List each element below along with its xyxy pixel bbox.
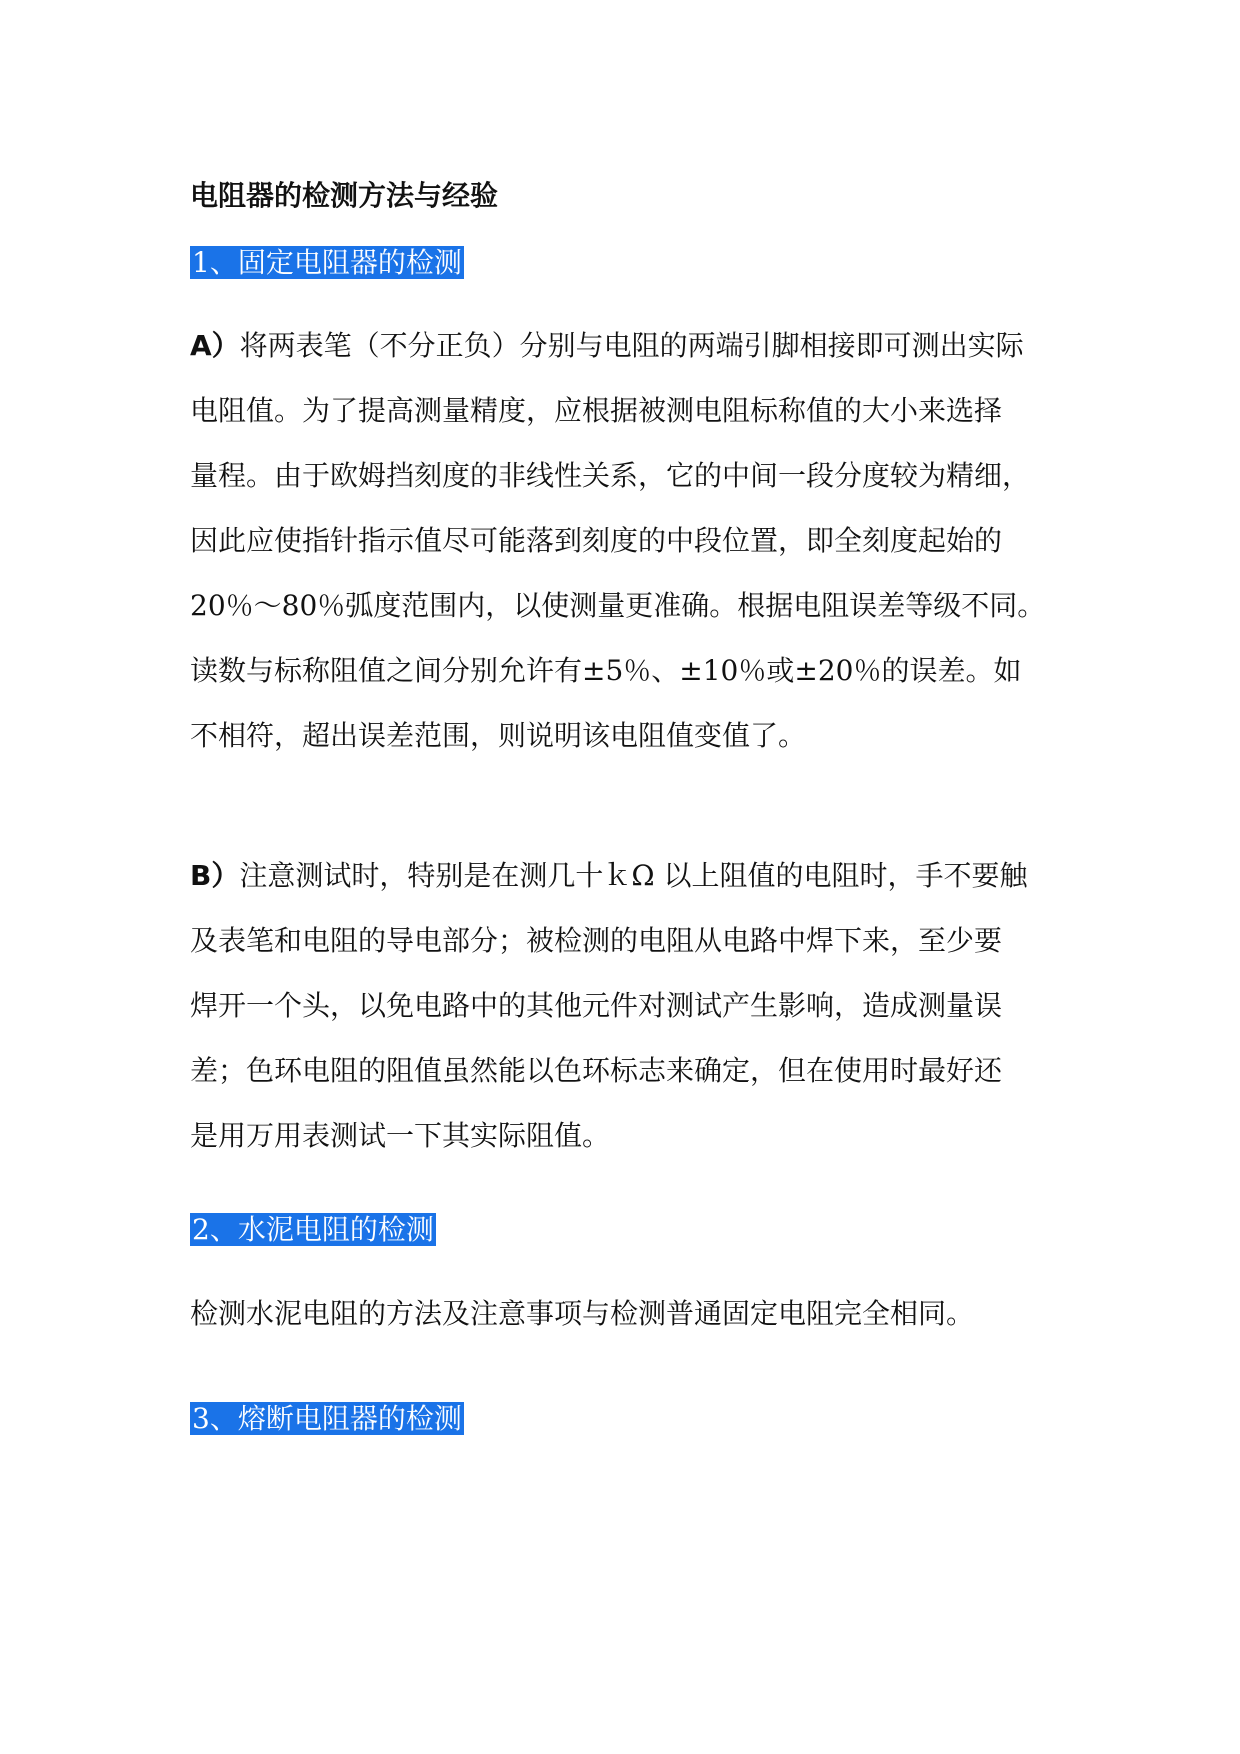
paragraph-line: 不相符，超出误差范围，则说明该电阻值变值了。 (190, 719, 807, 752)
paragraph-line: 是用万用表测试一下其实际阻值。 (190, 1119, 611, 1152)
paragraph-line: 读数与标称阻值之间分别允许有±5％、±10％或±20％的误差。如 (190, 654, 1022, 687)
section-heading-1-text: 1、固定电阻器的检测 (192, 246, 462, 279)
paragraph-line: 20％～80％弧度范围内，以使测量更准确。根据电阻误差等级不同。 (190, 589, 1046, 622)
paragraph-line (190, 313, 1065, 378)
section-heading-2-text: 2、水泥电阻的检测 (192, 1213, 434, 1246)
paragraph-lead-a: A） (190, 329, 240, 362)
section-heading-3-text: 3、熔断电阻器的检测 (192, 1402, 462, 1435)
paragraph-b (190, 843, 1065, 1168)
paragraph-line: 电阻值。为了提高测量精度，应根据被测电阻标称值的大小来选择 (190, 394, 1003, 427)
paragraph-line: 检测水泥电阻的方法及注意事项与检测普通固定电阻完全相同。 (190, 1297, 975, 1330)
document-title: 电阻器的检测方法与经验 (190, 179, 499, 212)
paragraph-line-text: 将两表笔（不分正负）分别与电阻的两端引脚相接即可测出实际 (239, 329, 1024, 362)
paragraph-line-text: 注意测试时，特别是在测几十ｋΩ 以上阻值的电阻时，手不要触 (239, 859, 1028, 892)
paragraph-lead-b: B） (190, 859, 240, 892)
paragraph-a (190, 313, 1065, 768)
paragraph-line: 因此应使指针指示值尽可能落到刻度的中段位置，即全刻度起始的 (190, 524, 1003, 557)
paragraph-line: 焊开一个头，以免电路中的其他元件对测试产生影响，造成测量误 (190, 989, 1003, 1022)
paragraph-line: 及表笔和电阻的导电部分；被检测的电阻从电路中焊下来，至少要 (190, 924, 1003, 957)
section-heading-3 (190, 1399, 464, 1439)
paragraph-line (190, 843, 1065, 908)
paragraph-line: 量程。由于欧姆挡刻度的非线性关系，它的中间一段分度较为精细， (190, 459, 1031, 492)
paragraph-cement (190, 1281, 1065, 1346)
section-heading-2 (190, 1210, 436, 1250)
paragraph-line: 差；色环电阻的阻值虽然能以色环标志来确定，但在使用时最好还 (190, 1054, 1003, 1087)
section-heading-1 (190, 243, 464, 283)
